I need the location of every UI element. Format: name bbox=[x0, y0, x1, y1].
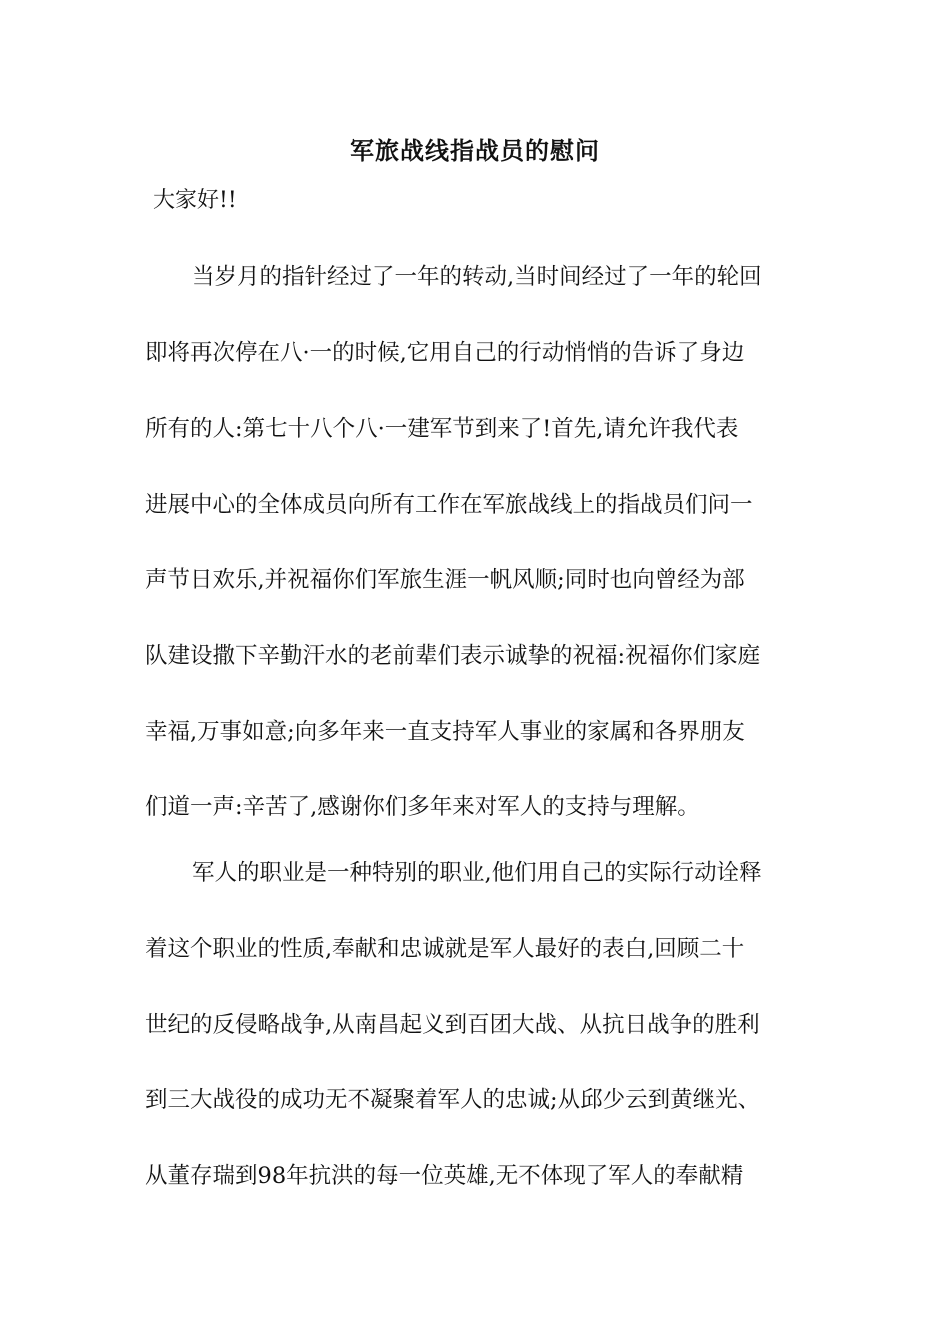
paragraph-line: 军人的职业是一种特别的职业,他们用自己的实际行动诠释 bbox=[192, 860, 762, 886]
paragraph-line: 即将再次停在八·一的时候,它用自己的行动悄悄的告诉了身边 bbox=[145, 340, 745, 366]
paragraph-line: 进展中心的全体成员向所有工作在军旅战线上的指战员们问一 bbox=[145, 492, 753, 518]
paragraph-line: 们道一声:辛苦了,感谢你们多年来对军人的支持与理解。 bbox=[145, 794, 700, 820]
paragraph-line: 声节日欢乐,并祝福你们军旅生涯一帆风顺;同时也向曾经为部 bbox=[145, 567, 745, 593]
document-title: 军旅战线指战员的慰问 bbox=[350, 136, 600, 165]
paragraph-line: 当岁月的指针经过了一年的转动,当时间经过了一年的轮回 bbox=[192, 264, 762, 290]
paragraph-line: 着这个职业的性质,奉献和忠诚就是军人最好的表白,回顾二十 bbox=[145, 936, 745, 962]
paragraph-line: 队建设撒下辛勤汗水的老前辈们表示诚挚的祝福:祝福你们家庭 bbox=[145, 643, 761, 669]
paragraph-line: 世纪的反侵略战争,从南昌起义到百团大战、从抗日战争的胜利 bbox=[145, 1012, 760, 1038]
paragraph-line: 到三大战役的成功无不凝聚着军人的忠诚;从邱少云到黄继光、 bbox=[145, 1087, 761, 1113]
paragraph-line: 从董存瑞到98年抗洪的每一位英雄,无不体现了军人的奉献精 bbox=[145, 1163, 744, 1189]
greeting-text: 大家好!! bbox=[153, 188, 237, 213]
paragraph-line: 所有的人:第七十八个八·一建军节到来了!首先,请允许我代表 bbox=[145, 416, 739, 442]
paragraph-line: 幸福,万事如意;向多年来一直支持军人事业的家属和各界朋友 bbox=[145, 719, 745, 745]
